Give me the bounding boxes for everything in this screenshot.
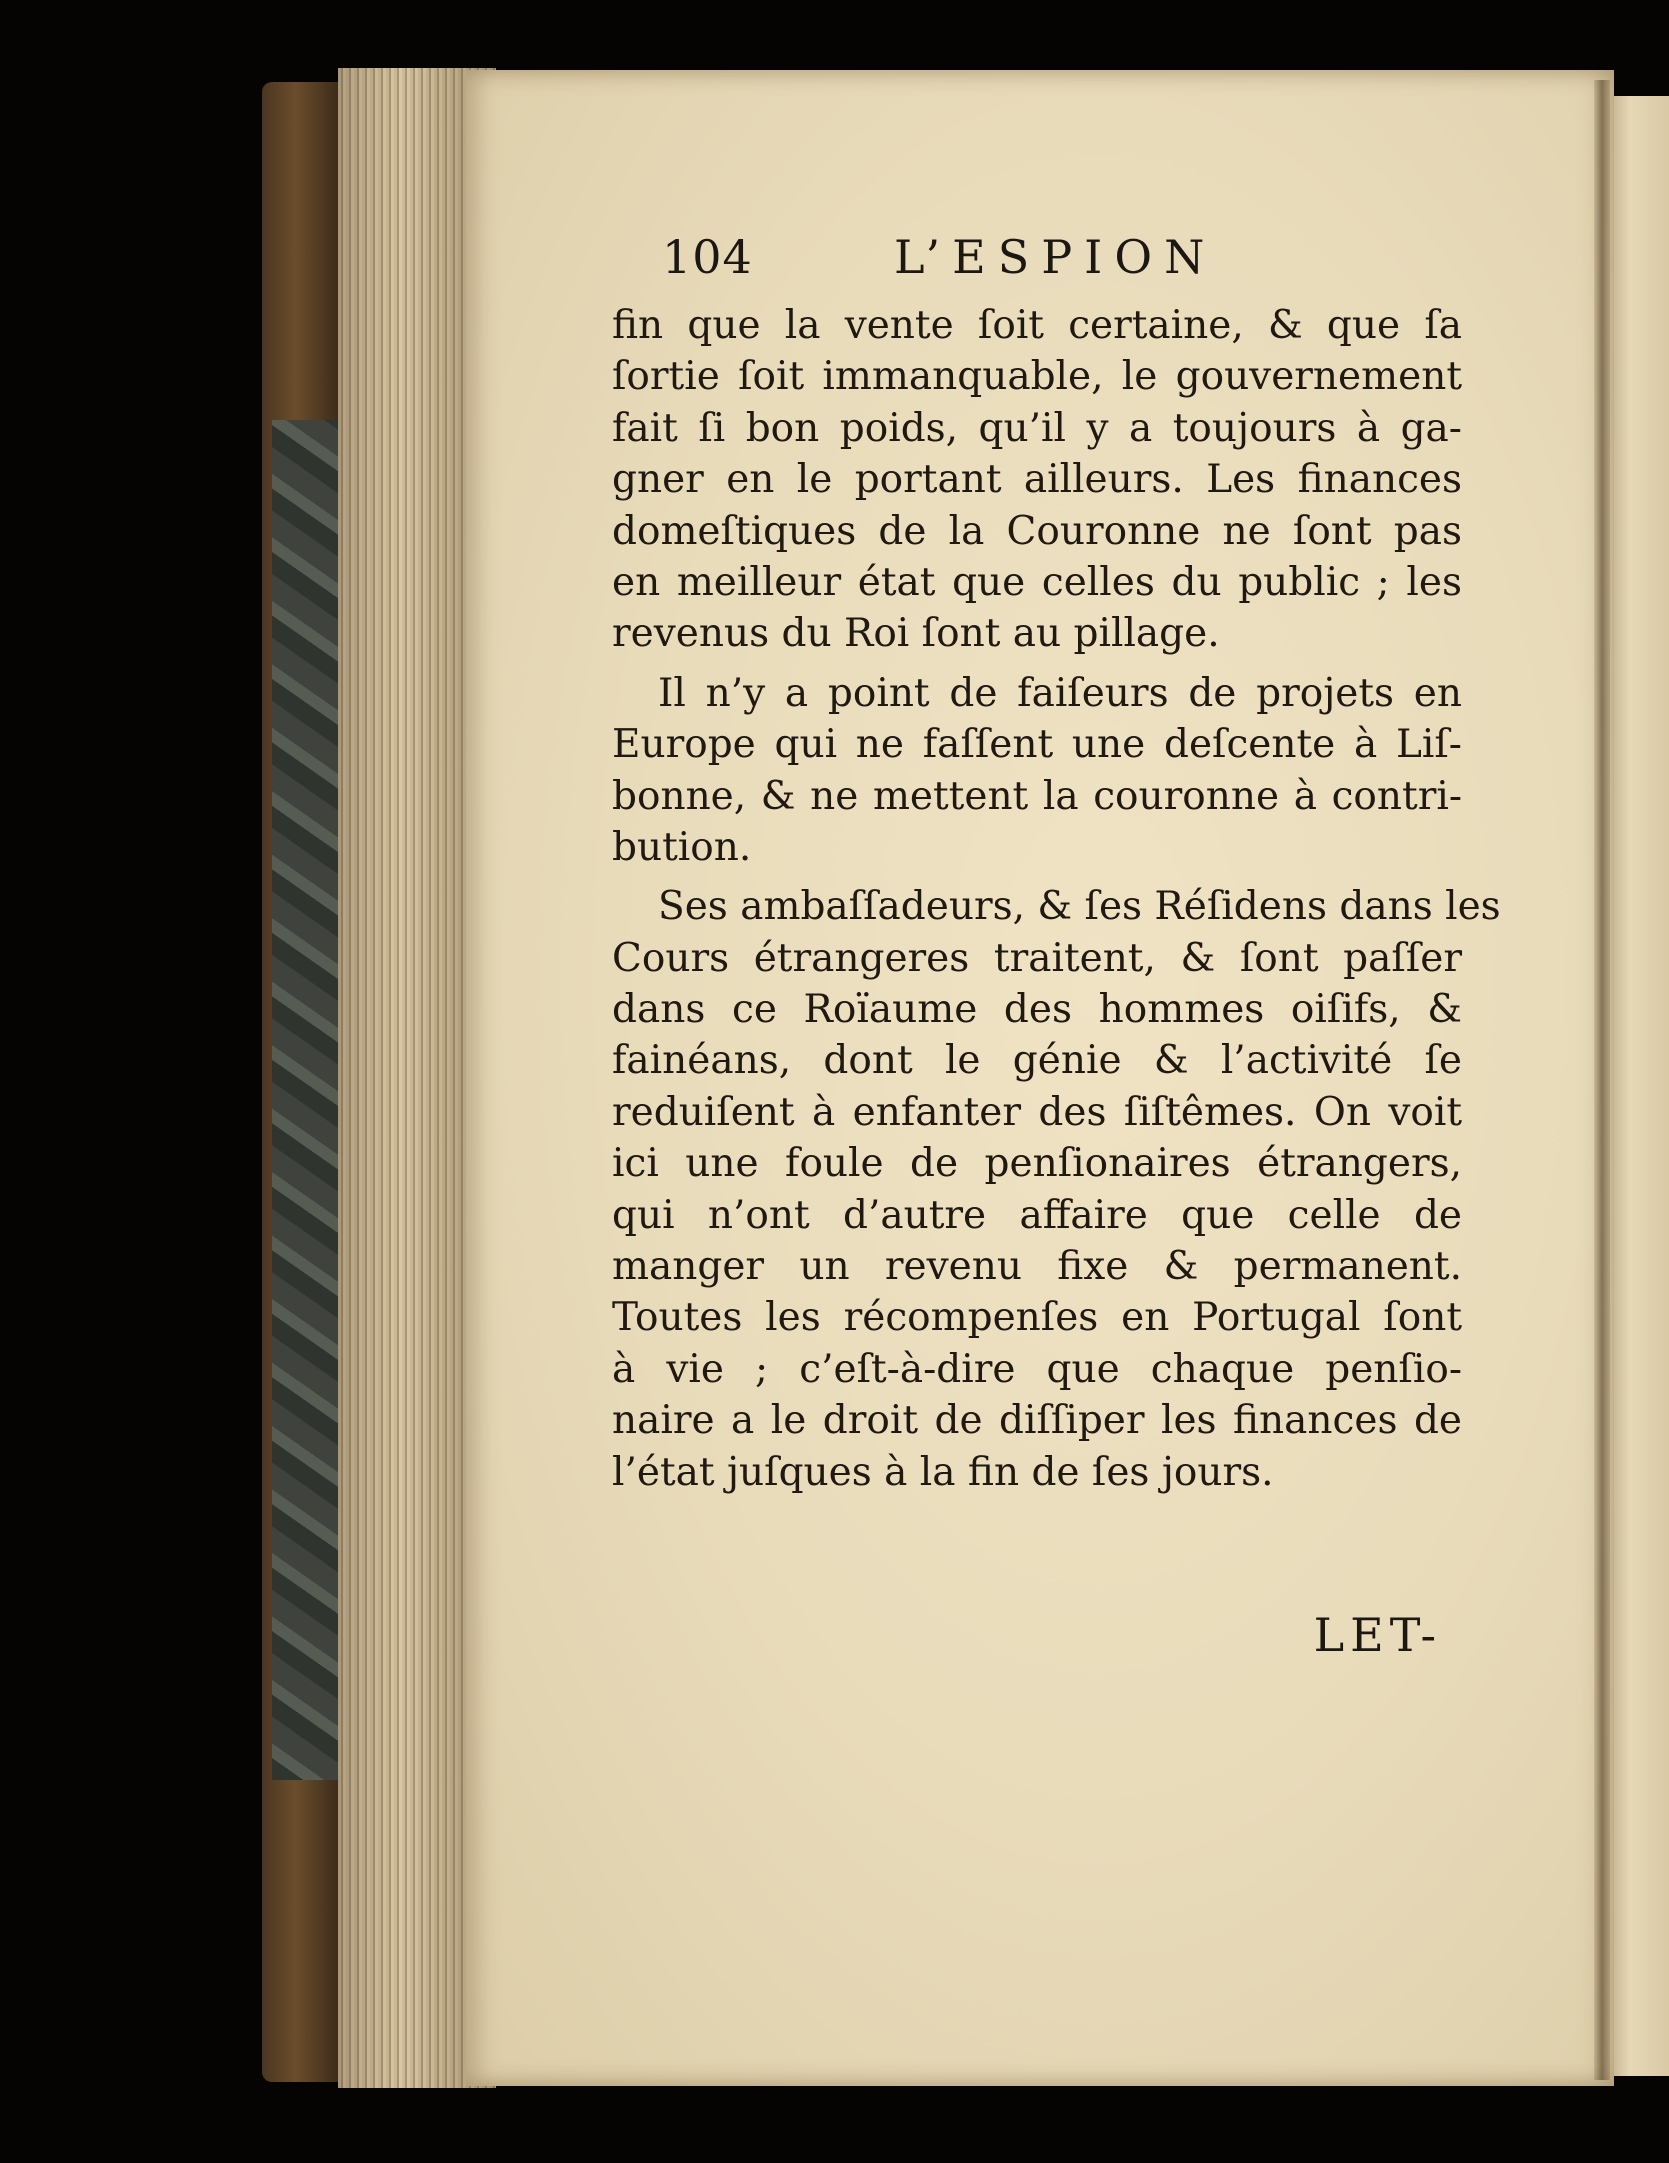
running-title: L’ESPION — [894, 230, 1217, 284]
text-line: Il n’y a point de faiſeurs de projets en — [658, 670, 1462, 716]
text-line: ſortie ſoit immanquable, le gouvernement — [612, 354, 1462, 400]
text-line: Toutes les récompenſes en Portugal ſont — [612, 1295, 1462, 1341]
paragraph-gap — [612, 873, 1462, 881]
text-line: reduiſent à enfanter des ſiſtêmes. On voit — [612, 1089, 1462, 1135]
body-text — [612, 300, 1501, 1498]
text-line: ici une foule de penſionaires étrangers, — [612, 1141, 1462, 1187]
catchword: LET- — [1313, 1608, 1442, 1662]
text-line: Cours étrangeres traitent, & ſont paſſer — [612, 935, 1462, 981]
text-line: Ses ambaſſadeurs, & ſes Réſidens dans les — [658, 884, 1501, 930]
text-line: gner en le portant ailleurs. Les finances — [612, 457, 1462, 503]
text-line: manger un revenu fixe & permanent. — [612, 1244, 1462, 1290]
text-line: qui n’ont d’autre affaire que celle de — [612, 1192, 1462, 1238]
text-line: en meilleur état que celles du public ; les — [612, 559, 1462, 605]
text-line: à vie ; c’eſt-à-dire que chaque penſio- — [612, 1346, 1462, 1392]
text-line: dans ce Roïaume des hommes oiſifs, & — [612, 987, 1462, 1033]
running-head — [662, 226, 1282, 300]
text-line: naire a le droit de diſſiper les finances de — [612, 1398, 1462, 1444]
page-number: 104 — [662, 230, 753, 284]
text-line: fin que la vente ſoit certaine, & que ſa — [612, 303, 1462, 348]
paragraph — [612, 881, 1501, 1498]
paragraph-gap — [612, 660, 1462, 668]
text-line: domeſtiques de la Couronne ne ſont pas — [612, 508, 1462, 554]
text-line: fainéans, dont le génie & l’activité ſe — [612, 1038, 1462, 1084]
paragraph — [612, 668, 1462, 874]
text-line: bution. — [612, 824, 752, 870]
text-line: l’état juſques à la fin de ſes jours. — [612, 1449, 1274, 1495]
text-line: bonne, & ne mettent la couronne à contri- — [612, 773, 1462, 819]
page-gutter — [1594, 80, 1610, 2080]
text-line: revenus du Roi ſont au pillage. — [612, 611, 1220, 657]
text-line: fait ſi bon poids, qu’il y a toujours à ga- — [612, 405, 1462, 451]
text-line: Europe qui ne faſſent une deſcente à Liſ- — [612, 722, 1462, 768]
paragraph — [612, 300, 1462, 660]
